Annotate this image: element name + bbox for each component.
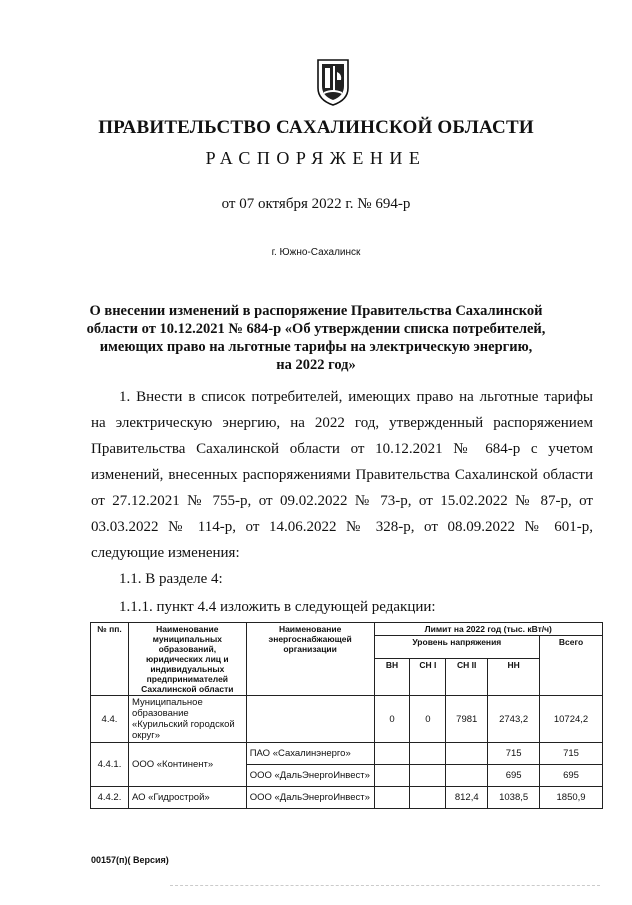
title-line: О внесении изменений в распоряжение Правительства Сахалинской xyxy=(89,303,543,319)
cell-nn: 715 xyxy=(488,743,540,765)
cell-vn xyxy=(374,787,410,809)
table-row xyxy=(91,787,603,809)
paragraph-1-1: 1.1. В разделе 4: xyxy=(119,571,223,587)
cell-number: 4.4.1. xyxy=(91,743,129,787)
header-total: Всего xyxy=(540,636,603,696)
paragraph-line: 1. Внести в список потребителей, имеющих право на льготные тарифы xyxy=(119,389,593,405)
organization-name: ПРАВИТЕЛЬСТВО САХАЛИНСКОЙ ОБЛАСТИ xyxy=(98,117,534,138)
paragraph-line: Правительства Сахалинской области от 10.12.2021 № 684-р с учетом xyxy=(91,441,593,457)
cell-sn2: 7981 xyxy=(446,696,488,743)
cell-supplier xyxy=(246,696,374,743)
cell-number: 4.4. xyxy=(91,696,129,743)
title-line: на 2022 год» xyxy=(276,357,356,373)
paragraph-1-1-1: 1.1.1. пункт 4.4 изложить в следующей редакции: xyxy=(119,599,436,615)
cell-sn1 xyxy=(410,743,446,765)
cell-total: 1850,9 xyxy=(540,787,603,809)
cell-sn1: 0 xyxy=(410,696,446,743)
paragraph-line: следующие изменения: xyxy=(91,545,240,561)
cell-name: АО «Гидрострой» xyxy=(128,787,246,809)
cell-sn1 xyxy=(410,765,446,787)
table-row xyxy=(91,743,603,765)
header-name: Наименование муниципальных образований, юридических лиц и индивидуальных предпринимателей Сахалинской области xyxy=(128,623,246,696)
paragraph-line: 03.03.2022 № 114-р, от 14.06.2022 № 328-р, от 08.09.2022 № 601-р, xyxy=(91,519,593,535)
cell-nn: 2743,2 xyxy=(488,696,540,743)
cell-total: 10724,2 xyxy=(540,696,603,743)
cell-sn2 xyxy=(446,765,488,787)
document-date-number: от 07 октября 2022 г. № 694-р xyxy=(221,196,411,212)
cell-vn xyxy=(374,743,410,765)
header-limit: Лимит на 2022 год (тыс. кВт/ч) xyxy=(374,623,602,636)
cell-supplier: ПАО «Сахалинэнерго» xyxy=(246,743,374,765)
scan-artifact xyxy=(170,885,600,890)
table-row xyxy=(91,696,603,743)
cell-vn: 0 xyxy=(374,696,410,743)
header-vn: ВН xyxy=(374,659,410,696)
header-supplier: Наименование энергоснабжающей организации xyxy=(246,623,374,696)
title-line: области от 10.12.2021 № 684-р «Об утверждении списка потребителей, xyxy=(86,321,546,337)
document-city: г. Южно-Сахалинск xyxy=(271,247,361,258)
document-type: РАСПОРЯЖЕНИЕ xyxy=(205,148,427,168)
paragraph-line: на электрическую энергию, на 2022 год, утвержденный распоряжением xyxy=(91,415,593,431)
header-sn1: СН I xyxy=(410,659,446,696)
cell-nn: 695 xyxy=(488,765,540,787)
cell-sn2 xyxy=(446,743,488,765)
title-line: имеющих право на льготные тарифы на электрическую энергию, xyxy=(99,339,533,355)
cell-total: 695 xyxy=(540,765,603,787)
cell-nn: 1038,5 xyxy=(488,787,540,809)
header-voltage-level: Уровень напряжения xyxy=(374,636,540,659)
paragraph-1 xyxy=(91,384,593,566)
cell-supplier: ООО «ДальЭнергоИнвест» xyxy=(246,765,374,787)
paragraph-line: от 27.12.2021 № 755-р, от 09.02.2022 № 73-р, от 15.02.2022 № 87-р, от xyxy=(91,493,593,509)
cell-sn1 xyxy=(410,787,446,809)
header-number: № пп. xyxy=(91,623,129,696)
cell-supplier: ООО «ДальЭнергоИнвест» xyxy=(246,787,374,809)
cell-name: Муниципальное образование «Курильский городской округ» xyxy=(128,696,246,743)
paragraph-line: изменений, внесенных распоряжениями Правительства Сахалинской области xyxy=(91,467,593,483)
header-sn2: СН II xyxy=(446,659,488,696)
cell-total: 715 xyxy=(540,743,603,765)
cell-sn2: 812,4 xyxy=(446,787,488,809)
cell-number: 4.4.2. xyxy=(91,787,129,809)
cell-vn xyxy=(374,765,410,787)
header-nn: НН xyxy=(488,659,540,696)
coat-of-arms-emblem xyxy=(316,58,350,106)
footer-code: 00157(п)( Версия) xyxy=(91,855,169,865)
cell-name: ООО «Континент» xyxy=(128,743,246,787)
limits-table xyxy=(90,622,603,809)
document-title xyxy=(84,302,548,374)
